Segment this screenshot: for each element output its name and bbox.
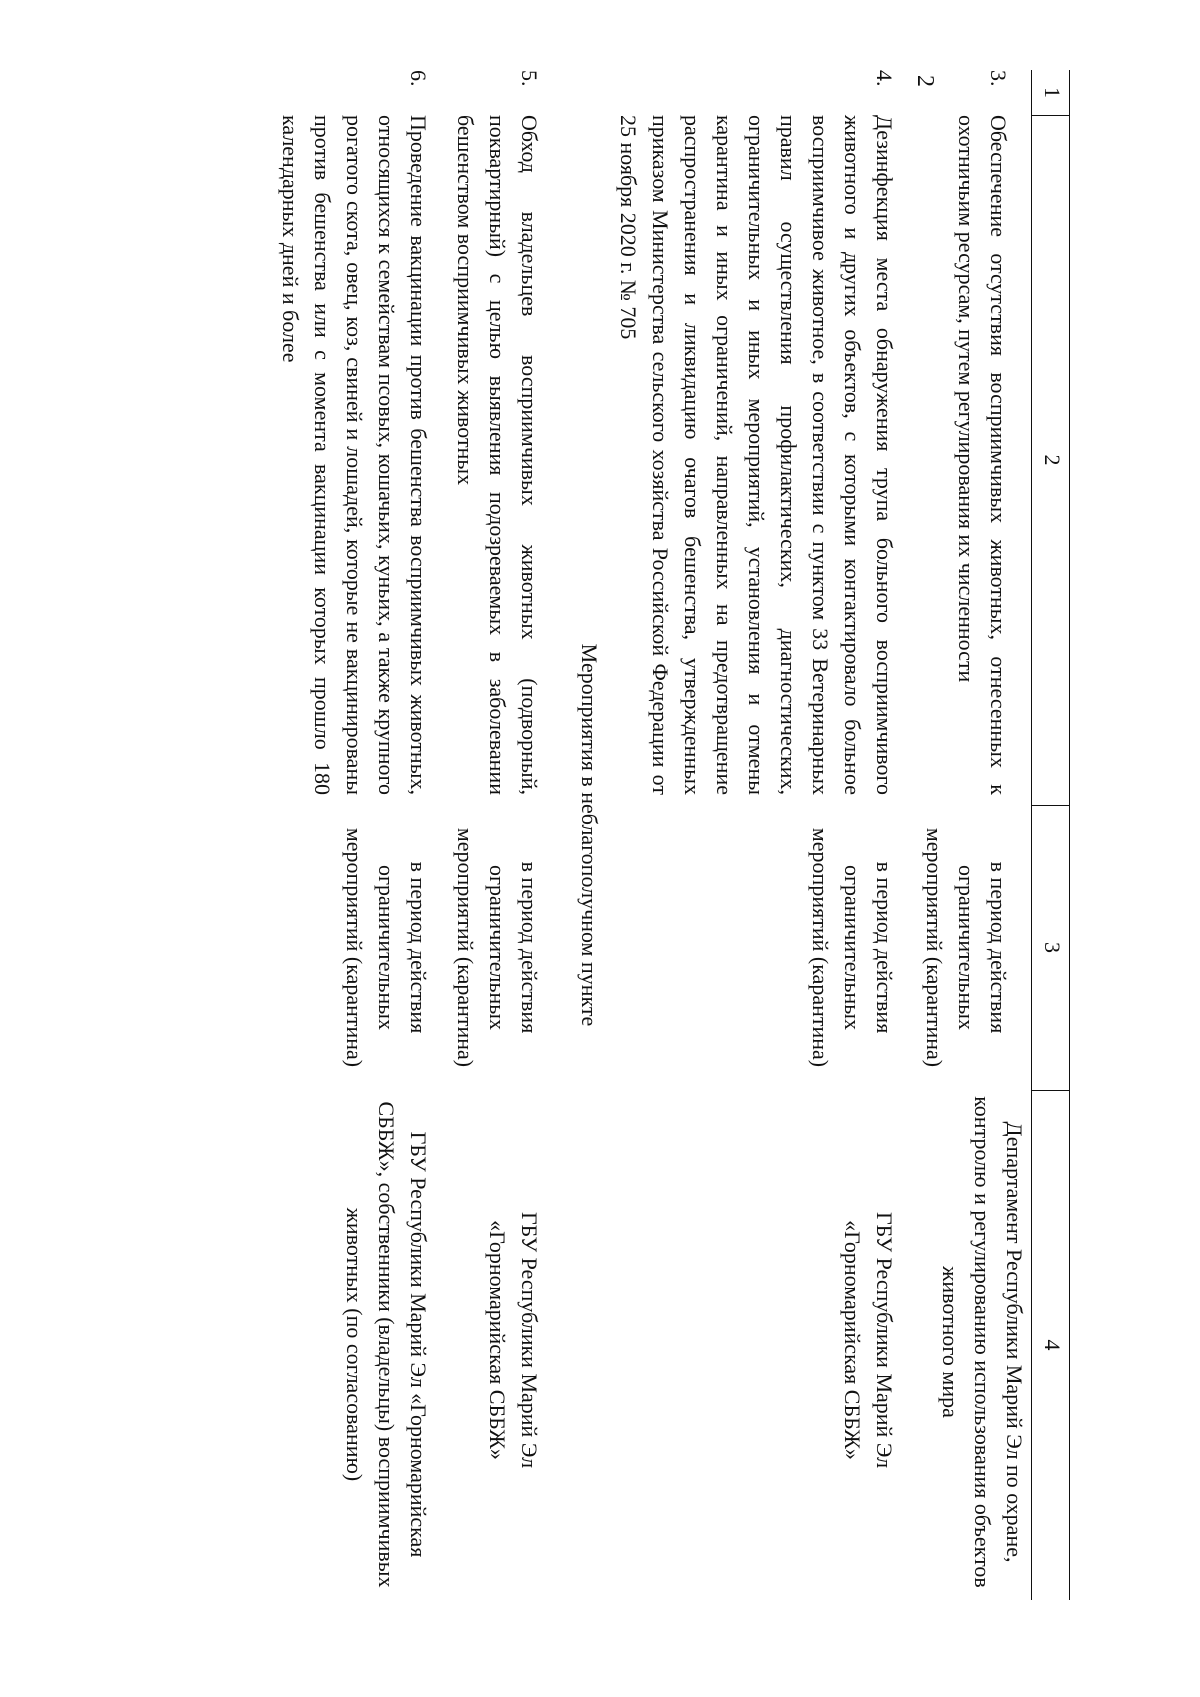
header-col-3: 3	[1040, 942, 1065, 953]
section-title: Мероприятия в неблагополучном пункте	[577, 643, 602, 1027]
rotated-table	[240, 70, 1070, 1600]
row-description: Проведение вакцинации против бешенства восприимчивых животных, относящихся к семействам псовых, кошачьих, куньих, а также крупного рогатого скота, овец, коз, свиней и лошадей, которые не вакцинированы против бешенства или с момента вакцинации которых прошло 180 календарных дней и более	[278, 115, 431, 795]
row-number: 6.	[406, 70, 431, 87]
row-period: в период действия ограничительных мероприятий (карантина)	[808, 827, 897, 1068]
row-period: в период действия ограничительных мероприятий (карантина)	[453, 827, 542, 1068]
row-number: 4.	[872, 70, 897, 87]
row-responsible: ГБУ Республики Марий Эл «Горномарийская СББЖ»	[485, 1211, 542, 1469]
row-responsible: ГБУ Республики Марий Эл «Горномарийская СББЖ»	[840, 1211, 897, 1469]
row-responsible: ГБУ Республики Марий Эл «Горномарийская СББЖ», собственники (владельцы) восприимчивых животных (по согласованию)	[342, 1101, 431, 1588]
row-description: Дезинфекция места обнаружения трупа больного восприимчивого животного и других объектов, с которыми контактировало больное восприимчивое животное, в соответствии с пунктом 33 Ветеринарных правил осуществления профилактических, диагностических, ограничительных и иных мероприятий, установления и отмены карантина и иных ограничений, направленных на предотвращение распространения и ликвидацию очагов бешенства, утвержденных приказом Министерства сельского хозяйства Российской Федерации от 25 ноября 2020 г. № 705	[616, 115, 897, 795]
row-number: 5.	[517, 70, 542, 87]
row-responsible: Департамент Республики Марий Эл по охране, контролю и регулированию использования объектов животного мира	[938, 1096, 1027, 1588]
header-col-4: 4	[1040, 1339, 1065, 1351]
row-period: в период действия ограничительных мероприятий (карантина)	[922, 827, 1011, 1068]
header-col-1: 1	[1040, 87, 1065, 98]
row-description: Обход владельцев восприимчивых животных (подворный, поквартирный) с целью выявления подозреваемых в заболевании бешенством восприимчивых животных	[453, 115, 542, 795]
row-number: 3.	[986, 70, 1011, 87]
row-period: в период действия ограничительных мероприятий (карантина)	[342, 827, 431, 1068]
page-number: 2	[912, 75, 938, 87]
row-description: Обеспечение отсутствия восприимчивых животных, отнесенных к охотничьим ресурсам, путем регулирования их численности	[954, 115, 1011, 795]
header-col-2: 2	[1040, 454, 1065, 466]
